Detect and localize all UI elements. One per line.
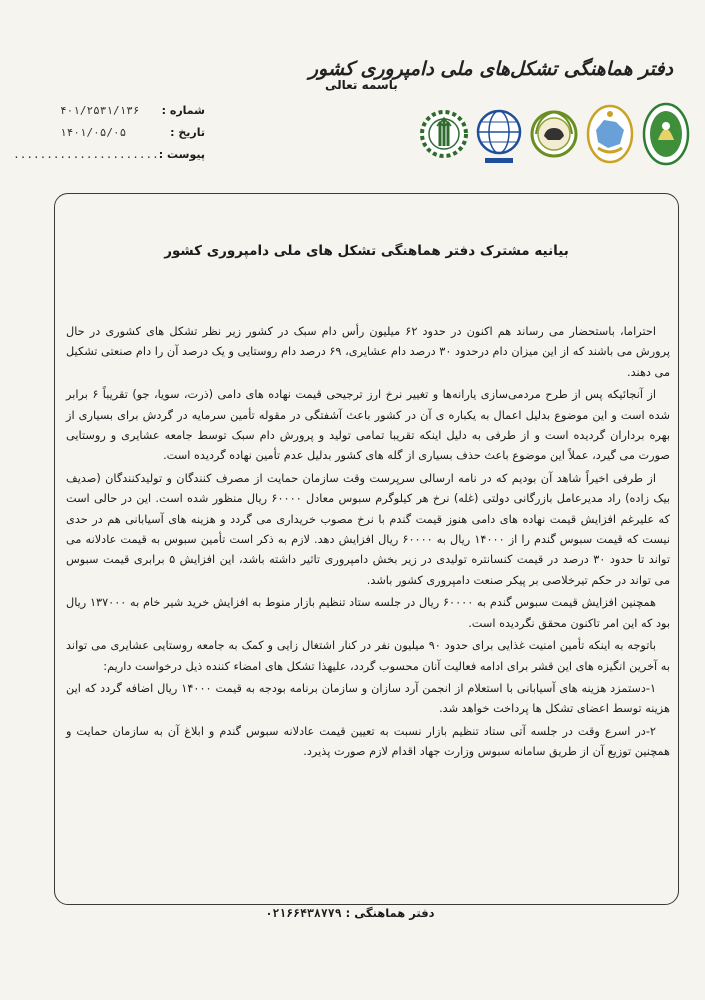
meta-date-row [60,126,205,148]
footer-contact [160,906,540,920]
footer-phone: ۰۲۱۶۶۴۳۸۷۷۹ [265,906,342,920]
letter-meta [13,104,205,170]
date-value: ۱۴۰۱/۰۵/۰۵ [60,126,127,139]
statement-title: بیانیه مشترک دفتر هماهنگی تشکل های ملی دامپروری کشور [164,243,569,259]
wheat-gear-emblem-icon [418,100,470,170]
date-label: تاریخ : [170,126,205,139]
agri-emblem-icon [640,100,692,170]
letter-body [66,322,670,765]
attachment-label: پیوست : [158,148,205,161]
iran-map-emblem-icon [584,100,636,170]
meta-attachment-row [13,148,205,170]
globe-emblem-icon [473,100,525,170]
attachment-value: ...................... [13,148,159,161]
invocation-text: باسمه تعالی [325,78,398,92]
meta-number-row [60,104,205,126]
request-item: ۱-دستمزد هزینه های آسیابانی با استعلام از انجمن آرد سازان و سازمان برنامه بودجه به قیمت ۱۴۰۰۰ ریال اضافه گردد که این هزینه توسط اعضای تشکل ها پرداخت خواهد شد. [66,681,670,716]
letterhead-organization: دفتر هماهنگی تشکل‌های ملی دامپروری کشور [308,58,673,80]
paragraph: باتوجه به اینکه تأمین امنیت غذایی برای حدود ۹۰ میلیون نفر در کنار اشتغال زایی و کمک به جامعه روستایی عشایری می تواند به آخرین انگیزه های این قشر برای ادامه فعالیت آنان محسوب گردد، علیهذا تشکل های امضاء کننده ذیل درخواست داریم: [66,639,670,673]
member-logos [418,100,693,180]
paragraph: از طرفی اخیراً شاهد آن بودیم که در نامه ارسالی سرپرست وقت سازمان حمایت از مصرف کنندگان و تولیدکنندگان (صدیف بیک زاده) راد مدیرعامل بازرگانی دولتی (غله) نرخ هر کیلوگرم سبوس معادل ۶۰۰۰۰ ریال منظور شده است. این در حالی است که علیرغم افزایش قیمت نهاده های دامی هنوز قیمت گندم با نرخ مصوب خریداری می گردد و هزینه های آسیابانی هم در حدی نیست که قیمت سبوس گندم را از ۱۴۰۰۰ ریال به ۶۰۰۰۰ ریال افزایش دهد. لازم به ذکر است تأمین سبوس به قیمت عادلانه می تواند تا حدود ۳۰ درصد در قیمت کنسانتره تولیدی در زیر بخش دامپروری تاثیر داشته باشد، این افزایش ۵ برابری قیمت سبوس می تواند در حکم تیرخلاصی بر پیکر صنعت دامپروری کشور باشد. [66,471,670,587]
paragraph: احتراما، باستحضار می رساند هم اکنون در حدود ۶۲ میلیون رأس دام سبک در کشور زیر نظر تشکل های کشوری در حال پرورش می باشند که از این میزان دام درحدود ۳۰ درصد دام عشایری، ۶۹ درصد دام روستایی و یک درصد آن را دام صنعتی تشکیل می دهند. [66,325,670,379]
livestock-emblem-icon [528,100,580,170]
paragraph: همچنین افزایش قیمت سبوس گندم به ۶۰۰۰۰ ریال در جلسه ستاد تنظیم بازار منوط به افزایش خرید شیر خام به ۱۳۷۰۰۰ ریال بود که این امر تاکنون محقق نگردیده است. [66,596,670,630]
request-item: ۲-در اسرع وقت در جلسه آتی ستاد تنظیم بازار نسبت به تعیین قیمت عادلانه سبوس گندم و ابلاغ آن به سازمان حمایت و همچنین توزیع آن از طریق سامانه سبوس وزارت جهاد اقدام لازم صورت پذیرد. [66,724,670,759]
number-label: شماره : [161,104,205,117]
number-value: ۴۰۱/۲۵۳۱/۱۳۶ [60,104,140,117]
footer-label: دفتر هماهنگی : [345,906,435,920]
paragraph: از آنجائیکه پس از طرح مردمی‌سازی یارانه‌ها و تغییر نرخ ارز ترجیحی قیمت نهاده های دامی (ذرت، سویا، جو) تقریباً ۶ برابر شده است و این موضوع بدلیل اعمال به یکباره ی آن در کشور باعث آشفتگی در مقوله تأمین سرمایه در گردش برای بسیاری از بهره برداران گردیده است و از طرفی به دلیل اینکه تقریبا تمامی تولید و پرورش دام سبک توسط جامعه عشایری و روستایی صورت می گیرد، عملاً این موضوع باعث حذف بسیاری از گله های کشور بدلیل عدم تأمین نهاده گردیده است. [66,388,670,463]
